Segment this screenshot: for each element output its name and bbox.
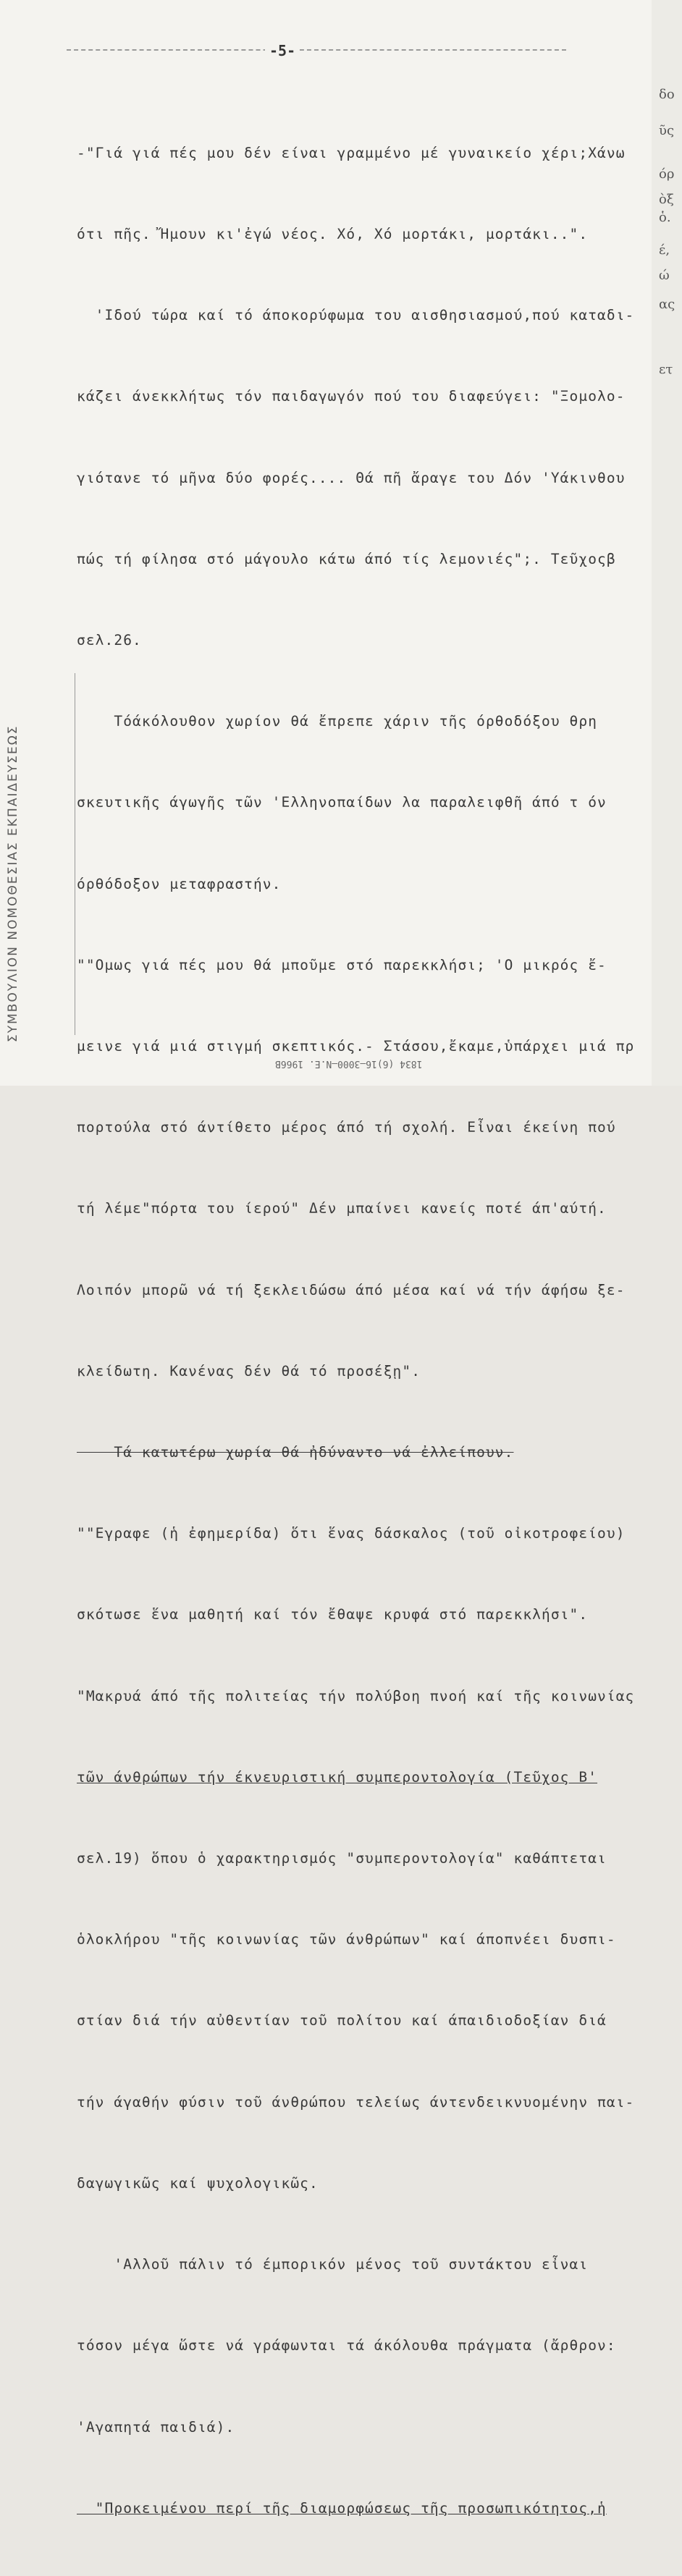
text-line: "Προκειμένου περί τῆς διαμορφώσεως τῆς προσωπικότητος,ἡ — [77, 2499, 607, 2517]
text-line: 'Αλλοῦ πάλιν τό έμπορικόν μένος τοῦ συντάκτου εἶναι — [77, 2256, 589, 2273]
text-line: ότι πῆς. Ἤμουν κι'ἐγώ νέος. Χό, Χό μορτάκι, μορτάκι..". — [77, 226, 589, 243]
edge-fragment: ὁ. — [659, 210, 671, 225]
text-line: όρθόδοξον μεταφραστήν. — [77, 875, 282, 892]
body-text — [77, 85, 641, 2576]
text-line: Λοιπόν μπορῶ νά τή ξεκλειδώσω άπό μέσα καί νά τήν άφήσω ξε- — [77, 1281, 626, 1298]
text-line: τόσον μέγα ὥστε νά γράφωνται τά άκόλουθα πράγματα (ἄρθρον: — [77, 2337, 616, 2355]
page-number: -5- — [265, 42, 300, 59]
edge-fragment: ὸξ — [659, 192, 674, 207]
text-line: σκευτικῆς άγωγῆς τῶν 'Ελληνοπαίδων λα παραλειφθῆ άπό τ όν — [77, 794, 607, 811]
edge-fragment: ῦς — [659, 123, 675, 138]
edge-fragment: ώ — [659, 268, 670, 283]
edge-fragment: ετ — [659, 362, 673, 377]
adjacent-page-edge — [652, 0, 682, 1086]
text-line: τή λέμε"πόρτα του ίερού" Δέν μπαίνει κανείς ποτέ άπ'αύτή. — [77, 1200, 607, 1217]
text-line: τῶν άνθρώπων τήν έκνευριστική συμπεροντολογία (Τεῦχος Β' — [77, 1768, 598, 1786]
text-line: σκότωσε ἕνα μαθητή καί τόν ἔθαψε κρυφά στό παρεκκλήσι". — [77, 1606, 589, 1623]
text-line: "Μακρυά άπό τῆς πολιτείας τήν πολύβοη πνοή καί τῆς κοινωνίας — [77, 1687, 635, 1705]
text-line: μεινε γιά μιά στιγμή σκεπτικός.- Στάσου,ἔκαμε,ὑπάρχει μιά πρ — [77, 1038, 635, 1055]
text-line: τήν άγαθήν φύσιν τοῦ άνθρώπου τελείως άντενδεικνυομένην παι- — [77, 2093, 635, 2111]
text-line: κάζει άνεκκλήτως τόν παιδαγωγόν πού του διαφεύγει: "Ξομολο- — [77, 388, 626, 405]
text-line: Τόάκόλουθον χωρίον θά ἔπρεπε χάριν τῆς όρθοδόξου θρη — [77, 713, 598, 730]
text-line: πορτούλα στό άντίθετο μέρος άπό τή σχολή. Εἶναι έκείνη πού — [77, 1119, 616, 1136]
text-line: 'Ιδού τώρα καί τό άποκορύφωμα του αισθησιασμού,πού καταδι- — [77, 307, 635, 324]
text-line: 'Αγαπητά παιδιά). — [77, 2418, 235, 2436]
footer-stamp: 1834 (6)16—3000—N.E. 1966B — [275, 1058, 423, 1069]
text-line: κλείδωτη. Κανένας δέν θά τό προσέξῃ". — [77, 1362, 421, 1380]
text-line: γιότανε τό μῆνα δύο φορές.... Θά πῆ ἄραγε του Δόν 'Υάκινθου — [77, 469, 626, 486]
edge-fragment: όρ — [659, 166, 675, 182]
text-line: σελ.19) ὅπου ὁ χαρακτηρισμός "συμπεροντολογία" καθάπτεται — [77, 1850, 607, 1867]
text-line: ""Ομως γιά πές μου θά μποῦμε στό παρεκκλήσι; 'Ο μικρός ἔ- — [77, 956, 607, 974]
text-line: σελ.26. — [77, 632, 142, 649]
text-line: -"Γιά γιά πές μου δέν είναι γραμμένο μέ γυναικείο χέρι;Χάνω — [77, 144, 626, 161]
text-line: πώς τή φίλησα στό μάγουλο κάτω άπό τίς λεμονιές";. Τεῦχοςβ — [77, 550, 616, 567]
text-line: ""Εγραφε (ἡ ἐφημερίδα) ὅτι ἕνας δάσκαλος (τοῦ οἰκοτροφείου) — [77, 1525, 626, 1542]
text-line: ὁλοκλήρου "τῆς κοινωνίας τῶν άνθρώπων" καί άποπνέει δυσπι- — [77, 1931, 616, 1948]
edge-fragment: ας — [659, 297, 675, 312]
margin-stamp: ΣΥΜΒΟΥΛΙΟΝ ΝΟΜΟΘΕΣΙΑΣ ΕΚΠΑΙΔΕΥΣΕΩΣ — [6, 725, 20, 1042]
header-rule — [67, 49, 566, 51]
text-line: Τά κατωτέρω χωρία θά ἠδύναντο νά ἐλλείπουν. — [77, 1444, 514, 1461]
edge-fragment: δο — [659, 87, 675, 102]
edge-fragment: έ, — [659, 242, 670, 258]
text-line: στίαν διά τήν αὐθεντίαν τοῦ πολίτου καί άπαιδιοδοξίαν διά — [77, 2012, 607, 2030]
text-line: δαγωγικῶς καί ψυχολογικῶς. — [77, 2174, 319, 2192]
